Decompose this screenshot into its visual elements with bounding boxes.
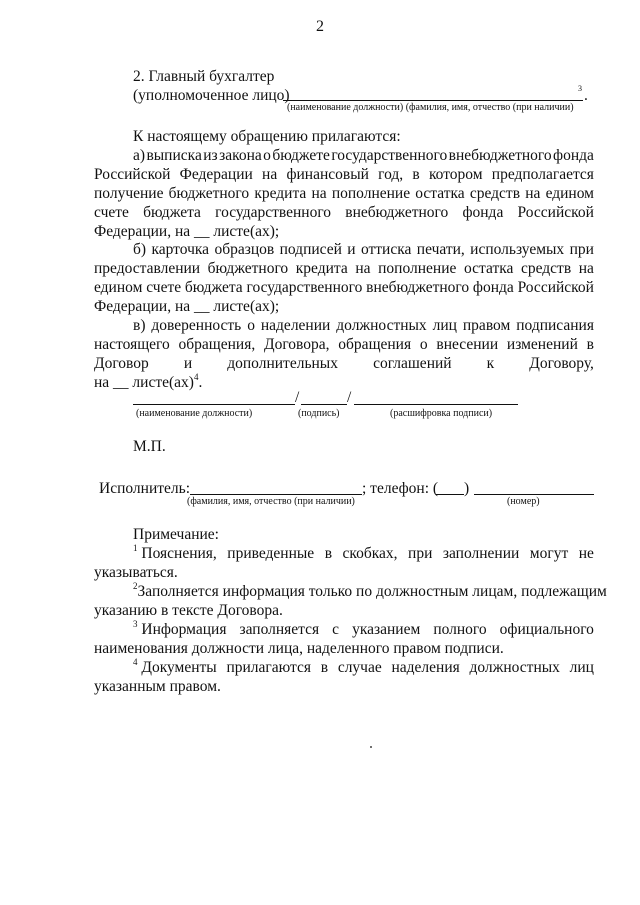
signature-caption-position: (наименование должности) xyxy=(136,408,253,419)
scan-speck xyxy=(370,746,372,748)
word: Российской xyxy=(94,166,171,183)
executor-name-line xyxy=(190,494,362,495)
word: внебюджетного xyxy=(345,204,449,221)
word: при xyxy=(569,241,594,258)
section2-label: (уполномоченное лицо) xyxy=(133,87,290,104)
word: подписания xyxy=(516,317,594,334)
attach-a-line-0 xyxy=(133,146,594,165)
word: о xyxy=(419,336,428,353)
attach-a-line-3 xyxy=(94,203,594,222)
word: заполняется xyxy=(239,621,320,638)
word: прилагаются xyxy=(226,659,312,676)
footnote-mark-4: 4 xyxy=(193,372,199,382)
word: фонда xyxy=(553,147,594,164)
word: на xyxy=(262,166,278,183)
word: образцов xyxy=(214,241,275,258)
word: остатка xyxy=(415,185,465,202)
word: бюджете xyxy=(272,147,330,164)
word: финансовый xyxy=(286,166,369,183)
word: и xyxy=(183,355,193,372)
word: б) xyxy=(133,241,147,258)
word: государственного xyxy=(246,279,363,296)
footnote-mark-4b: 4 xyxy=(133,657,138,667)
word: оттиска xyxy=(360,241,412,258)
word: пополнение xyxy=(331,185,411,202)
attach-b-last: Федерации, на __ листе(ах); xyxy=(94,298,280,315)
attach-c-line-0 xyxy=(133,316,594,335)
word: предоставлении xyxy=(94,260,201,277)
word: не xyxy=(578,545,594,562)
word: к xyxy=(486,355,495,372)
word: получение xyxy=(94,185,164,202)
word: наделении xyxy=(260,317,331,334)
word: предполагается xyxy=(491,166,594,183)
word: о xyxy=(263,147,271,164)
word: внесении xyxy=(436,336,499,353)
word: на xyxy=(578,260,594,277)
executor-phone-code-line xyxy=(436,494,464,495)
word: в xyxy=(324,545,333,562)
word: Российской xyxy=(517,279,594,296)
word: скобках, xyxy=(342,545,398,562)
word: печати, xyxy=(416,241,465,258)
word: настоящего xyxy=(94,336,170,353)
word: средств xyxy=(520,260,572,277)
note-1-line: $^1$ Пояснения, приведенные в скобках, при заполнении могут не xyxy=(133,543,594,562)
word: в) xyxy=(133,317,146,334)
word: кредита xyxy=(254,185,307,202)
word: соглашений xyxy=(373,355,452,372)
section2-fill-line xyxy=(283,100,583,101)
word: внебюджетного xyxy=(448,147,552,164)
word: в xyxy=(586,336,594,353)
page-number: 2 xyxy=(316,18,324,35)
signature-decode-line xyxy=(354,404,518,405)
section2-title: 2. Главный бухгалтер xyxy=(133,68,275,85)
word: при xyxy=(408,545,433,562)
word: закона xyxy=(219,147,262,164)
word: в xyxy=(320,659,329,676)
attach-c-line-2 xyxy=(94,354,594,373)
word: подписей xyxy=(279,241,342,258)
word: Договору, xyxy=(529,355,594,372)
executor-phone-label: ; телефон: ( xyxy=(362,480,439,497)
word: бюджетного xyxy=(207,260,289,277)
attach-c-line-1 xyxy=(94,335,594,354)
executor-caption-number: (номер) xyxy=(507,496,540,507)
word: официального xyxy=(499,621,594,638)
executor-caption-name: (фамилия, имя, отчество (при наличии) xyxy=(187,496,355,507)
word: используемых xyxy=(470,241,565,258)
signature-slash-2: / xyxy=(347,389,352,406)
attachments-intro: К настоящему обращению прилагаются: xyxy=(133,128,401,145)
signature-caption-sign: (подпись) xyxy=(298,408,340,419)
word: случае xyxy=(337,659,382,676)
word: из xyxy=(203,147,218,164)
signature-caption-decode: (расшифровка подписи) xyxy=(390,408,493,419)
word: выписка xyxy=(146,147,202,164)
attach-b-line-1 xyxy=(94,259,594,278)
note-4-line: $^4$ Документы прилагаются в случае наделения должностных лиц xyxy=(133,657,594,676)
section2-period: . xyxy=(584,87,588,104)
word: должностных xyxy=(336,317,427,334)
word: на xyxy=(525,185,541,202)
footnote-mark-2: 2 xyxy=(133,581,138,591)
attach-c-last: на __ листе(ах)$^4$. xyxy=(94,372,203,391)
attach-a-last: Федерации, на __ листе(ах); xyxy=(94,223,280,240)
executor-phone-close: ) xyxy=(464,480,470,497)
word: едином xyxy=(94,279,143,296)
word: лиц xyxy=(569,659,594,676)
attach-a-line-1 xyxy=(94,165,594,184)
word: бюджетного xyxy=(168,185,250,202)
attach-b-line-2 xyxy=(94,278,594,297)
word: доверенность xyxy=(151,317,242,334)
signature-slash-1: / xyxy=(295,389,300,406)
executor-phone-number-line xyxy=(474,494,594,495)
word: приведенные xyxy=(227,545,315,562)
word: бюджета xyxy=(184,279,243,296)
signature-position-line xyxy=(133,404,295,405)
word: указанием xyxy=(352,621,421,638)
word: Договора, xyxy=(264,336,330,353)
word: едином xyxy=(545,185,594,202)
word: и xyxy=(347,241,356,258)
note-2-line: $^2$Заполняется информация только по должностным лицам, подлежащим xyxy=(133,581,607,600)
executor-label: Исполнитель: xyxy=(99,480,191,497)
word: о xyxy=(247,317,255,334)
word: с xyxy=(332,621,340,638)
footnote-mark-3: 3 xyxy=(133,619,138,629)
word: лиц xyxy=(432,317,457,334)
word: обращения xyxy=(338,336,412,353)
section2-footnote-mark: 3 xyxy=(578,84,582,93)
word: государственного xyxy=(331,147,448,164)
word: полного xyxy=(433,621,487,638)
word: средств xyxy=(469,185,521,202)
note-2-last: указанию в тексте Договора. xyxy=(94,602,283,619)
note-3-line: $^3$ Информация заполняется с указанием полного официального xyxy=(133,619,594,638)
word: карточка xyxy=(151,241,210,258)
word: остатка xyxy=(463,260,514,277)
section2-caption: (наименование должности) (фамилия, имя, отчество (при наличии) xyxy=(287,102,574,113)
word: Федерации xyxy=(179,166,253,183)
footnote-mark-1: 1 xyxy=(133,543,138,553)
attach-a-line-2 xyxy=(94,184,594,203)
word: изменений xyxy=(506,336,578,353)
attach-b-line-0 xyxy=(133,240,594,259)
word: счете xyxy=(146,279,182,296)
word: бюджета xyxy=(143,204,201,221)
word: внебюджетного xyxy=(366,279,470,296)
word: могут xyxy=(529,545,569,562)
word: заполнении xyxy=(442,545,520,562)
word: фонда xyxy=(472,279,514,296)
word: котором xyxy=(428,166,483,183)
word: счете xyxy=(94,204,129,221)
word: фонда xyxy=(462,204,504,221)
word: должностных xyxy=(469,659,560,676)
word: государственного xyxy=(215,204,332,221)
word: на xyxy=(355,260,371,277)
signature-sign-line xyxy=(301,404,347,405)
word: а) xyxy=(133,147,146,164)
word: год, xyxy=(378,166,404,183)
stamp-label: М.П. xyxy=(133,438,166,455)
word: пополнение xyxy=(378,260,457,277)
word: Российской xyxy=(517,204,594,221)
word: дополнительных xyxy=(227,355,338,372)
word: обращения, xyxy=(178,336,256,353)
notes-title: Примечание: xyxy=(133,526,219,543)
word: Договор xyxy=(94,355,149,372)
word: в xyxy=(412,166,420,183)
word: правом xyxy=(462,317,511,334)
word: наделения xyxy=(391,659,460,676)
note-1-last: указываться. xyxy=(94,564,178,581)
note-4-last: указанным правом. xyxy=(94,678,221,695)
word: на xyxy=(311,185,327,202)
word: кредита xyxy=(295,260,348,277)
note-3-last: наименования должности лица, наделенного правом подписи. xyxy=(94,640,504,657)
